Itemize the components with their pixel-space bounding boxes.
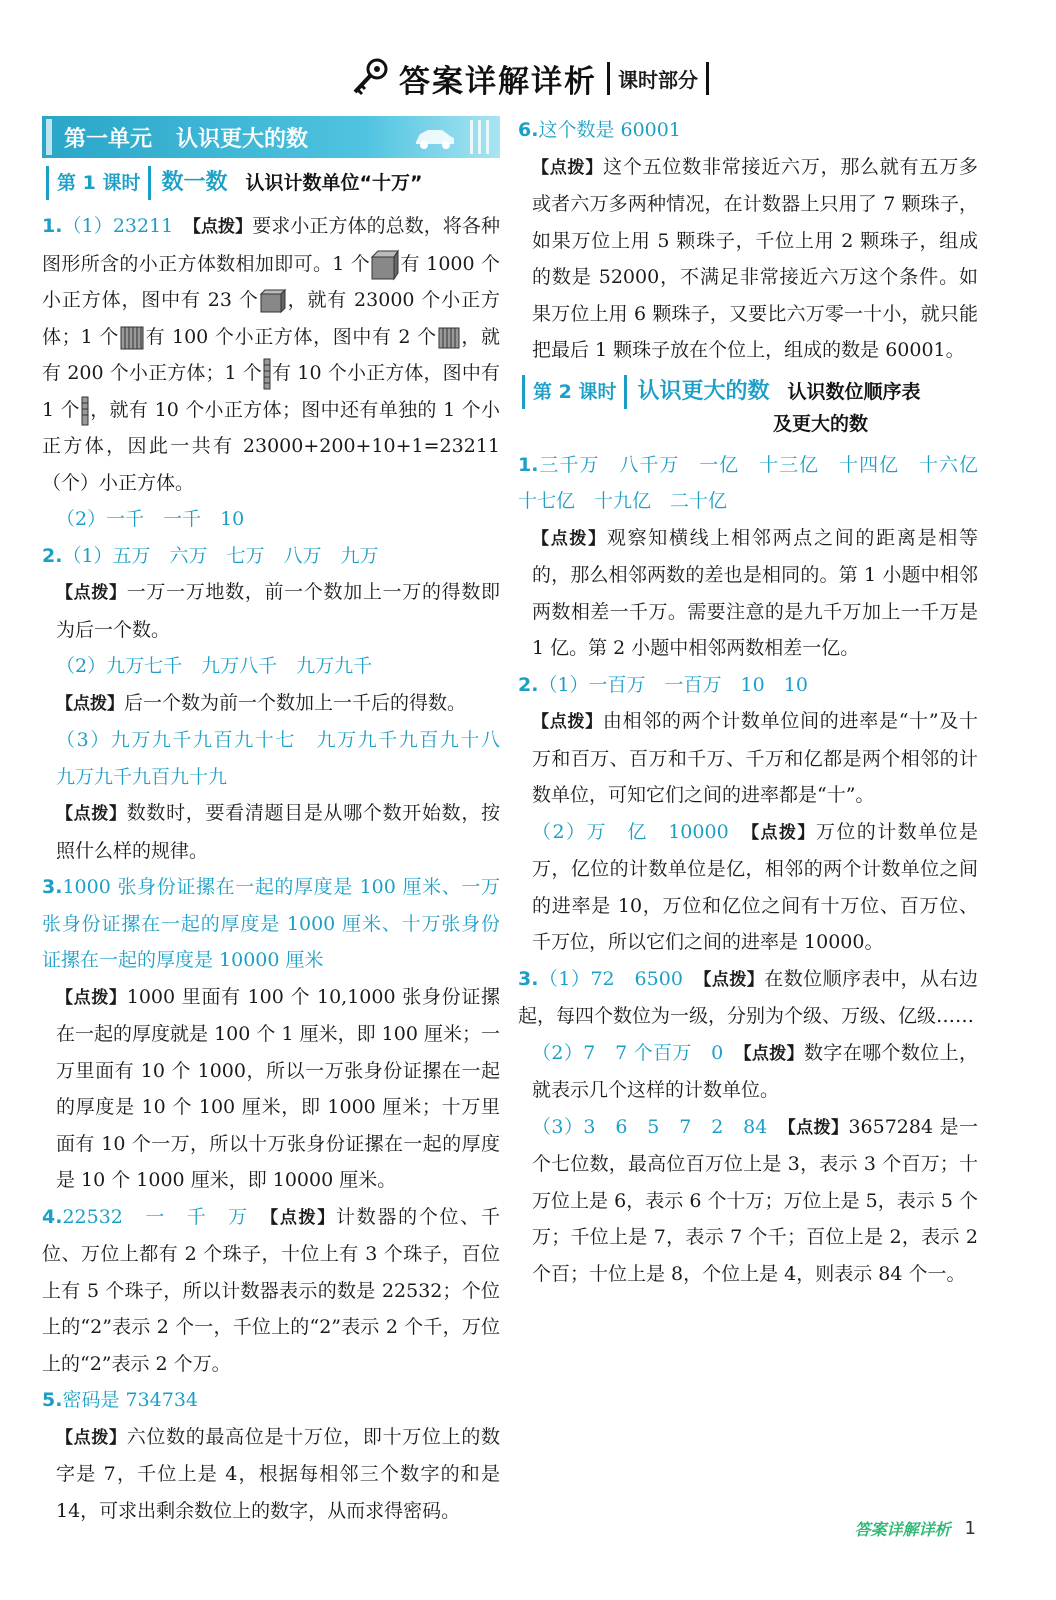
- lesson2-question-3: 3.（1）72 6500 【点拨】在数位顺序表中，从右边起，每四个数位为一级，分别为个级、万级、亿级……: [518, 967, 978, 1027]
- car-icon: [412, 124, 456, 150]
- page-number: 1: [964, 1518, 976, 1539]
- question-2-part-2: （2）九万七千 九万八千 九万九千: [56, 655, 373, 677]
- lesson-badge: 第 1 课时: [46, 166, 151, 200]
- question-2-tip-3: 【点拨】数数时，要看清题目是从哪个数开始数，按照什么样的规律。: [56, 802, 500, 862]
- left-column: [42, 112, 520, 1529]
- header-title: 答案详解详析: [399, 63, 597, 100]
- ten-rod-icon: [262, 358, 272, 390]
- question-2-part-3: （3）九万九千九百九十七 九万九千九百九十八 九万九千九百九十九: [56, 729, 520, 788]
- lesson-1-heading: [46, 166, 500, 200]
- lesson2-question-2: 2.（1）一百万 一百万 10 10: [518, 673, 808, 696]
- hundred-flat-icon: [437, 326, 461, 350]
- question-3-tip: 【点拨】1000 里面有 100 个 10,1000 张身份证摞在一起的厚度就是 100 个 1 厘米，即 100 厘米；一万里面有 10 个 1000，所以一万张身份证摞在一起的厚度是 10 个 100 厘米，即 1000 厘米；十万里面有 10 个一万，所以十万张身份证摞在一起的厚度是 10 个 1000 厘米，即 10000 厘米。: [56, 985, 500, 1191]
- right-column: [518, 112, 998, 1292]
- question-2: 2.（1）五万 六万 七万 八万 九万: [42, 544, 379, 567]
- question-4: 4.22532 一 千 万 【点拨】计数器的个位、千位、万位上都有 2 个珠子，十位上有 3 个珠子，百位上有 5 个珠子，所以计数器表示的数是 22532；个位上的“2”表示 2 个一，千位上的“2”表示 2 个千，万位上的“2”表示 2 个万。: [42, 1205, 500, 1375]
- lesson2-question-1: 1.三千万 八千万 一亿 十三亿 十四亿 十六亿 十七亿 十九亿 二十亿: [518, 453, 998, 512]
- lesson-subtitle: 认识计数单位“十万”: [245, 172, 423, 194]
- unit-banner: [42, 116, 500, 158]
- lesson2-question-2-tip-1: 【点拨】由相邻的两个计数单位间的进率是“十”及十万和百万、百万和千万、千万和亿都是两个相邻的计数单位，可知它们之间的进率都是“十”。: [532, 710, 979, 806]
- page-footer: [855, 1517, 976, 1540]
- question-number: 1.: [42, 215, 63, 237]
- ten-rod-icon: [80, 396, 90, 426]
- question-2-tip-1: 【点拨】一万一万地数，前一个数加上一万的得数即为后一个数。: [56, 581, 500, 641]
- answer-value: 23211: [112, 215, 174, 237]
- lesson2-question-2-part-2: （2）万 亿 10000 【点拨】万位的计数单位是万，亿位的计数单位是亿，相邻的两个计数单位之间的进率是 10，万位和亿位之间有十万位、百万位、千万位，所以它们之间的进率是 10000。: [532, 820, 978, 953]
- question-1-part-2: （2）一千 一千 10: [56, 508, 245, 530]
- lesson-2-heading: [522, 375, 978, 439]
- question-2-tip-2: 【点拨】后一个数为前一个数加上一千后的得数。: [56, 691, 467, 714]
- page-header: [0, 48, 1056, 108]
- question-5-tip: 【点拨】六位数的最高位是十万位，即十万位上的数字是 7，千位上是 4，根据每相邻三个数字的和是 14，可求出剩余数位上的数字，从而求得密码。: [56, 1425, 500, 1522]
- hundred-flat-icon: [119, 325, 145, 351]
- lesson2-question-3-part-2: （2）7 7 个百万 0 【点拨】数字在哪个数位上，就表示几个这样的计数单位。: [532, 1041, 978, 1101]
- key-icon: [347, 56, 391, 100]
- lesson-badge: 第 2 课时: [522, 375, 627, 409]
- unit-number: 第一单元: [64, 126, 153, 152]
- thousand-cube-icon: [259, 288, 287, 314]
- question-1: 1.（1）23211 【点拨】要求小正方体的总数，将各种图形所含的小正方体数相加即可。1 个 有 1000 个小正方体，图中有 23 个 ，就有 23000 个小正方体；1 个 有 100 个小正方体，图中有 2 个 ，就有 200 个小正方体；1 个 有 10 个小正方体，图中有 1 个 ，就有 10 个小正方体；图中还有单独的 1 个小正方体，因此一共有 23000+200+10+1=23211（个）小正方体。: [42, 215, 500, 494]
- banner-stripes: [470, 120, 494, 154]
- lesson-subtitle: 认识数位顺序表: [787, 380, 921, 403]
- lesson2-question-1-tip: 【点拨】观察知横线上相邻两点之间的距离是相等的，那么相邻两数的差也是相同的。第 1 小题中相邻两数相差一千万。需要注意的是九千万加上一千万是 1 亿。第 2 小题中相邻两数相差一亿。: [532, 526, 978, 659]
- lesson2-question-3-part-3: （3）3 6 5 7 2 84 【点拨】3657284 是一个七位数，最高位百万位上是 3，表示 3 个百万；十万位上是 6，表示 6 个十万；万位上是 5，表示 5 个万；千位上是 7，表示 7 个千；百位上是 2，表示 2 个百；十位上是 8，个位上是 4，则表示 84 个一。: [532, 1115, 978, 1285]
- footer-text: 答案详解详析: [854, 1520, 951, 1539]
- lesson-name: 认识更大的数: [637, 378, 770, 404]
- question-6: 6.这个数是 60001: [518, 119, 681, 141]
- unit-name: 认识更大的数: [176, 126, 309, 152]
- lesson-subtitle-2: 及更大的数: [772, 412, 868, 435]
- lesson-name: 数一数: [161, 170, 228, 195]
- question-3: 3.1000 张身份证摞在一起的厚度是 100 厘米、一万张身份证摞在一起的厚度是 1000 厘米、十万张身份证摞在一起的厚度是 10000 厘米: [42, 876, 500, 971]
- header-tag: 课时部分: [607, 62, 709, 95]
- banner-bar: [46, 119, 52, 155]
- question-5: 5.密码是 734734: [42, 1389, 199, 1411]
- question-6-tip: 【点拨】这个五位数非常接近六万，那么就有五万多或者六万多两种情况，在计数器上只用了 7 颗珠子，如果万位上用 5 颗珠子，千位上用 2 颗珠子，组成的数是 52000，不满足非常接近六万这个条件。如果万位上用 6 颗珠子，又要比六万零一十小，就只能把最后 1 颗珠子放在个位上，组成的数是 60001。: [532, 155, 978, 361]
- thousand-cube-icon: [370, 249, 400, 281]
